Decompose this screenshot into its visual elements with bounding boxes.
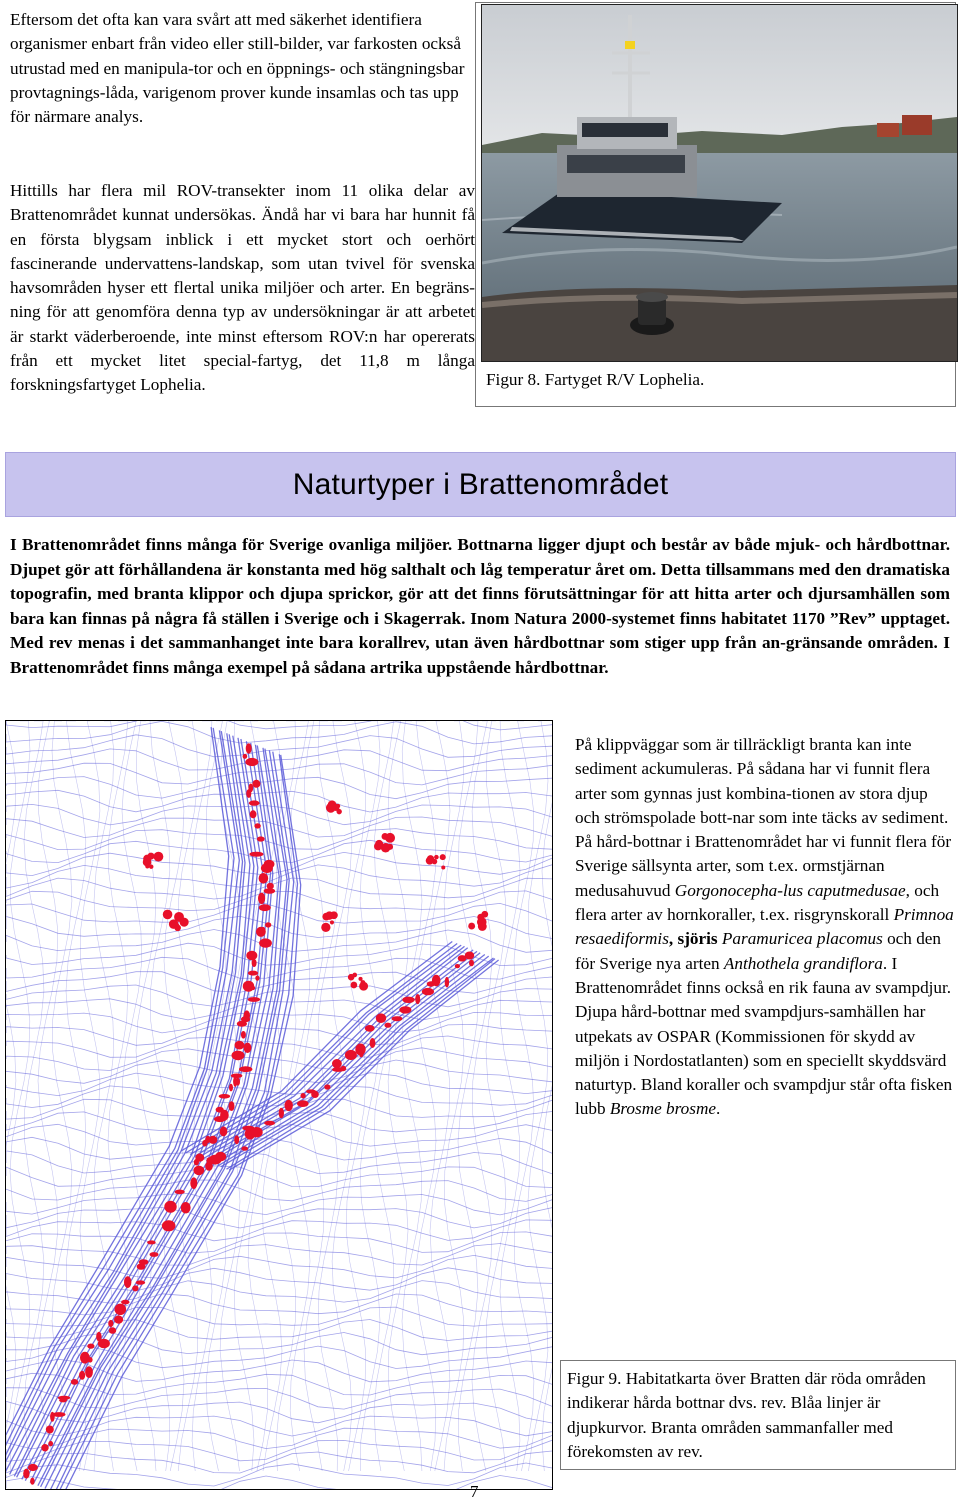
figure-8-caption: Figur 8. Fartyget R/V Lophelia. xyxy=(486,370,705,389)
intro-paragraph-2: Hittills har flera mil ROV-transekter inom 11 olika delar av Brattenområdet kunnat undersökas. Ändå har vi bara har hunnit få en första blygsam inblick i ett mycket stort och oerhört fascinerande undervattens-landskap, som utan tvivel för svenska havsområden hyser ett flertal unika miljöer och arter. En begräns-ning för att genomföra denna typ av undersökningar är att arbetet är starkt väderberoende, inte minst eftersom ROV:n har opererats från ett mycket litet special-fartyg, det 11,8 m långa forskningsfartyget Lophelia. xyxy=(10,181,475,395)
boat-photo xyxy=(481,4,958,362)
section-banner xyxy=(5,452,956,517)
figure-9-caption: Figur 9. Habitatkarta över Bratten där röda områden indikerar hårda bottnar dvs. rev. Blåa linjer är djupkurvor. Branta områden sammanfaller med förekomsten av rev. xyxy=(567,1369,926,1461)
section-body-text: I Brattenområdet finns många för Sverige ovanliga miljöer. Bottnarna ligger djupt och består av både mjuk- och hårdbottnar. Djupet gör att förhållandena är konstanta med hög salthalt och låg temperatur året om. Detta tillsammans med den dramatiska topografin, med branta klippor och djupa sprickor, gör att det finns förutsättningar för att hitta arter och djursamhällen som bara kan finnas på några få ställen i Sverige och i Skagerrak. Inom Natura 2000-systemet finns habitatet 1170 ”Rev” upptaget. Med rev menas i det sammanhanget inte bara korallrev, utan även hårdbottnar som stiger upp från an-gränsande områden. I Brattenområdet finns många exempel på sådana artrika uppstående hårdbottnar. xyxy=(10,535,950,677)
species-name: Paramuricea placomus xyxy=(721,929,883,949)
sidebar-text-part: och den för Sverige nya arten xyxy=(575,929,942,973)
habitat-map xyxy=(5,720,553,1490)
sidebar-text xyxy=(575,733,955,1122)
sidebar-text-part: . I Brattenområdet finns också en rik fauna av svampdjur. Djupa hård-bottnar med svampdjurs-samhällen har utpekats av OSPAR (Kommissionen för skydd av miljön i Nordostatlanten) som en speciellt skyddsvärd naturtyp. Bland koraller och svampdjur står ofta fisken lubb xyxy=(575,953,953,1119)
sidebar-text-part: På klippväggar som är tillräckligt branta kan inte sediment ackumuleras. På sådana har vi funnit flera arter som gynnas just kombina-tionen av stora djup och strömspolade bott-nar som inte täcks av sediment. På hård-bottnar i Brattenområdet har vi funnit flera för Sverige sällsynta arter, som t.ex. ormstjärnan medusahuvud xyxy=(575,735,952,900)
species-name: Gorgonocepha-lus caputmedusae xyxy=(674,880,906,900)
sidebar-text-part: . xyxy=(716,1099,721,1119)
section-title: Naturtyper i Brattenområdet xyxy=(292,467,669,501)
sidebar-text-part: , sjöris xyxy=(668,929,722,949)
species-name: Primnoa resaediformis xyxy=(575,905,954,949)
intro-paragraph-1: Eftersom det ofta kan vara svårt att med säkerhet identifiera organismer enbart från video eller still-bilder, var farkosten också utrustad med en manipula-tor och en öppnings- och stängningsbar provtagnings-låda, varigenom prover kunde insamlas och tas upp för närmare analys. xyxy=(10,10,465,127)
species-name: Brosme brosme xyxy=(609,1099,716,1119)
sidebar-text-part: , och flera arter av hornkoraller, t.ex. risgrynskorall xyxy=(575,880,940,925)
page-number: 7 xyxy=(470,1482,479,1501)
species-name: Anthothela grandiflora xyxy=(723,953,883,973)
